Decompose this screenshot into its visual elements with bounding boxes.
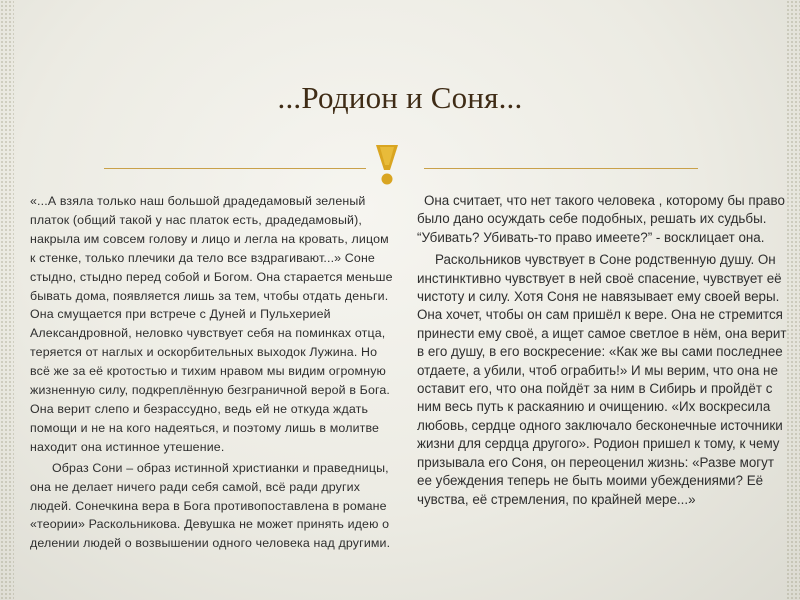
slide-title: ...Родион и Соня... xyxy=(277,80,523,115)
title-divider-right xyxy=(424,168,698,169)
left-text-column xyxy=(30,192,394,553)
right-paragraph-2: Раскольников чувствует в Соне родственную душу. Он инстинктивно чувствует в ней своё спасение, чувствует её чистоту и силу. Хотя Соня не навязывает ему своей веры. Она хочет, чтобы он сам пришёл к вере. Она не стремится принести ему своё, а ищет самое светлое в нём, она верит в его душу, в его воскресение: «Как же вы сами последнее отдаете, а убили, чтоб ограбить!» И мы верим, что она не оставит его, что она пойдёт за ним в Сибирь и пройдёт с ним весь путь к раскаянию и очищению. «Их воскресила любовь, сердце одного заключало бесконечные источники жизни для сердца другого». Родион пришел к тому, к чему призывала его Соня, он переоценил жизнь: «Разве могут ее убеждения теперь не быть моими убеждениями? Её чувства, её стремления, по крайней мере...» xyxy=(417,252,787,507)
right-text-column xyxy=(417,192,789,509)
exclamation-ornament-icon xyxy=(372,143,402,187)
left-paragraph-2: Образ Сони – образ истинной христианки и праведницы, она не делает ничего ради себя самой, всё ради других людей. Сонечкина вера в Бога противопоставлена в романе «теории» Раскольникова. Девушка не может принять идею о делении людей о возвышении одного человека над другими. xyxy=(30,460,391,551)
title-divider-left xyxy=(104,168,366,169)
left-paragraph-1: «...А взяла только наш большой драдедамовый зеленый платок (общий такой у нас платок есть, драдедамовый), накрыла им совсем голову и лицо и легла на кровать, лицом к стенке, только плечики да тело все вздрагивают...» Соне стыдно, стыдно перед собой и Богом. Она старается меньше бывать дома, появляется лишь за тем, чтобы отдать деньги. Она смущается при встрече с Дуней и Пульхерией Александровной, неловко чувствует себя на поминках отца, теряется от наглых и оскорбительных выходок Лужина. Но всё же за её кротостью и тихим нравом мы видим огромную жизненную силу, подкреплённую безграничной верой в Бога. Она верит слепо и безрассудно, ведь ей не откуда ждать помощи и не на кого надеяться, и поэтому лишь в молитве находит она истинное утешение. xyxy=(30,194,393,454)
right-paragraph-1: Она считает, что нет такого человека , которому бы право было дано осуждать себе подобных, решать их судьбы. “Убивать? Убивать-то право имеете?” - восклицает она. xyxy=(417,193,785,245)
